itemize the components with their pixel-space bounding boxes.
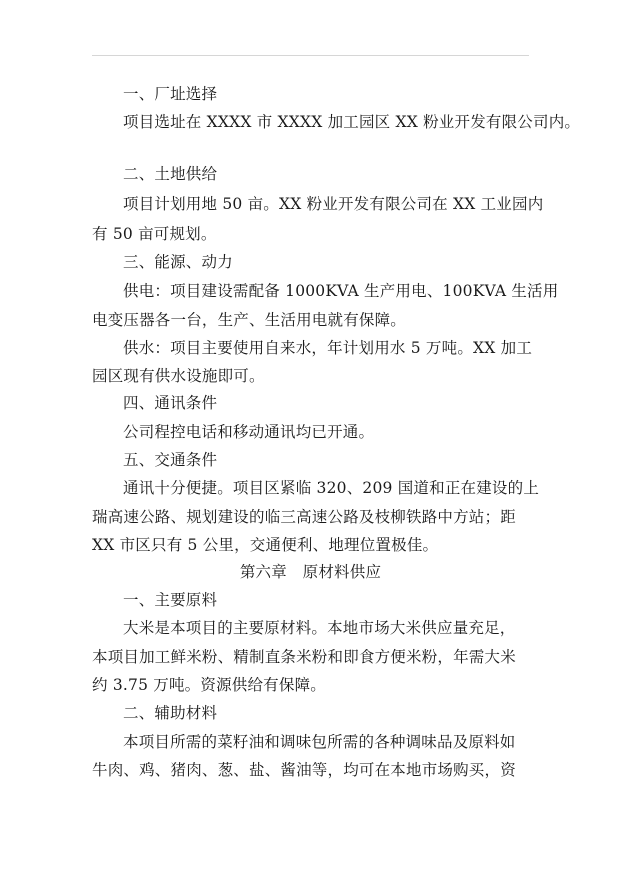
- heading-traffic: 五、交通条件: [123, 451, 218, 469]
- paragraph-rice-line1: 大米是本项目的主要原材料。本地市场大米供应量充足，: [123, 619, 516, 637]
- paragraph-traffic-line1: 通讯十分便捷。项目区紧临 320、209 国道和正在建设的上: [123, 479, 540, 497]
- paragraph-water-line1: 供水：项目主要使用自来水，年计划用水 5 万吨。XX 加工: [123, 339, 533, 357]
- heading-land-supply: 二、土地供给: [123, 165, 218, 183]
- paragraph-auxiliary-line1: 本项目所需的菜籽油和调味包所需的各种调味品及原料如: [123, 733, 516, 751]
- paragraph-traffic-line3: XX 市区只有 5 公里，交通便利、地理位置极佳。: [92, 536, 439, 554]
- heading-site-selection: 一、厂址选择: [123, 85, 218, 103]
- paragraph-power-line1: 供电：项目建设需配备 1000KVA 生产用电、100KVA 生活用: [123, 282, 559, 300]
- heading-main-material: 一、主要原料: [123, 591, 218, 609]
- paragraph-auxiliary-line2: 牛肉、鸡、猪肉、葱、盐、酱油等，均可在本地市场购买，资: [92, 761, 516, 779]
- paragraph-rice-line2: 本项目加工鲜米粉、精制直条米粉和即食方便米粉，年需大米: [92, 648, 516, 666]
- paragraph-rice-line3: 约 3.75 万吨。资源供给有保障。: [92, 676, 326, 694]
- paragraph-communications: 公司程控电话和移动通讯均已开通。: [123, 423, 375, 441]
- paragraph-traffic-line2: 瑞高速公路、规划建设的临三高速公路及枝柳铁路中方站；距: [92, 508, 516, 526]
- paragraph-site: 项目选址在 XXXX 市 XXXX 加工园区 XX 粉业开发有限公司内。: [123, 113, 581, 131]
- paragraph-water-line2: 园区现有供水设施即可。: [92, 367, 265, 385]
- paragraph-land-line2: 有 50 亩可规划。: [92, 225, 217, 243]
- paragraph-land-line1: 项目计划用地 50 亩。XX 粉业开发有限公司在 XX 工业园内: [123, 195, 544, 213]
- chapter-title: 第六章 原材料供应: [239, 563, 382, 581]
- heading-communications: 四、通讯条件: [123, 394, 218, 412]
- heading-auxiliary-material: 二、辅助材料: [123, 704, 218, 722]
- heading-energy-power: 三、能源、动力: [123, 253, 233, 271]
- paragraph-power-line2: 电变压器各一台，生产、生活用电就有保障。: [92, 311, 407, 329]
- header-rule: [92, 55, 529, 56]
